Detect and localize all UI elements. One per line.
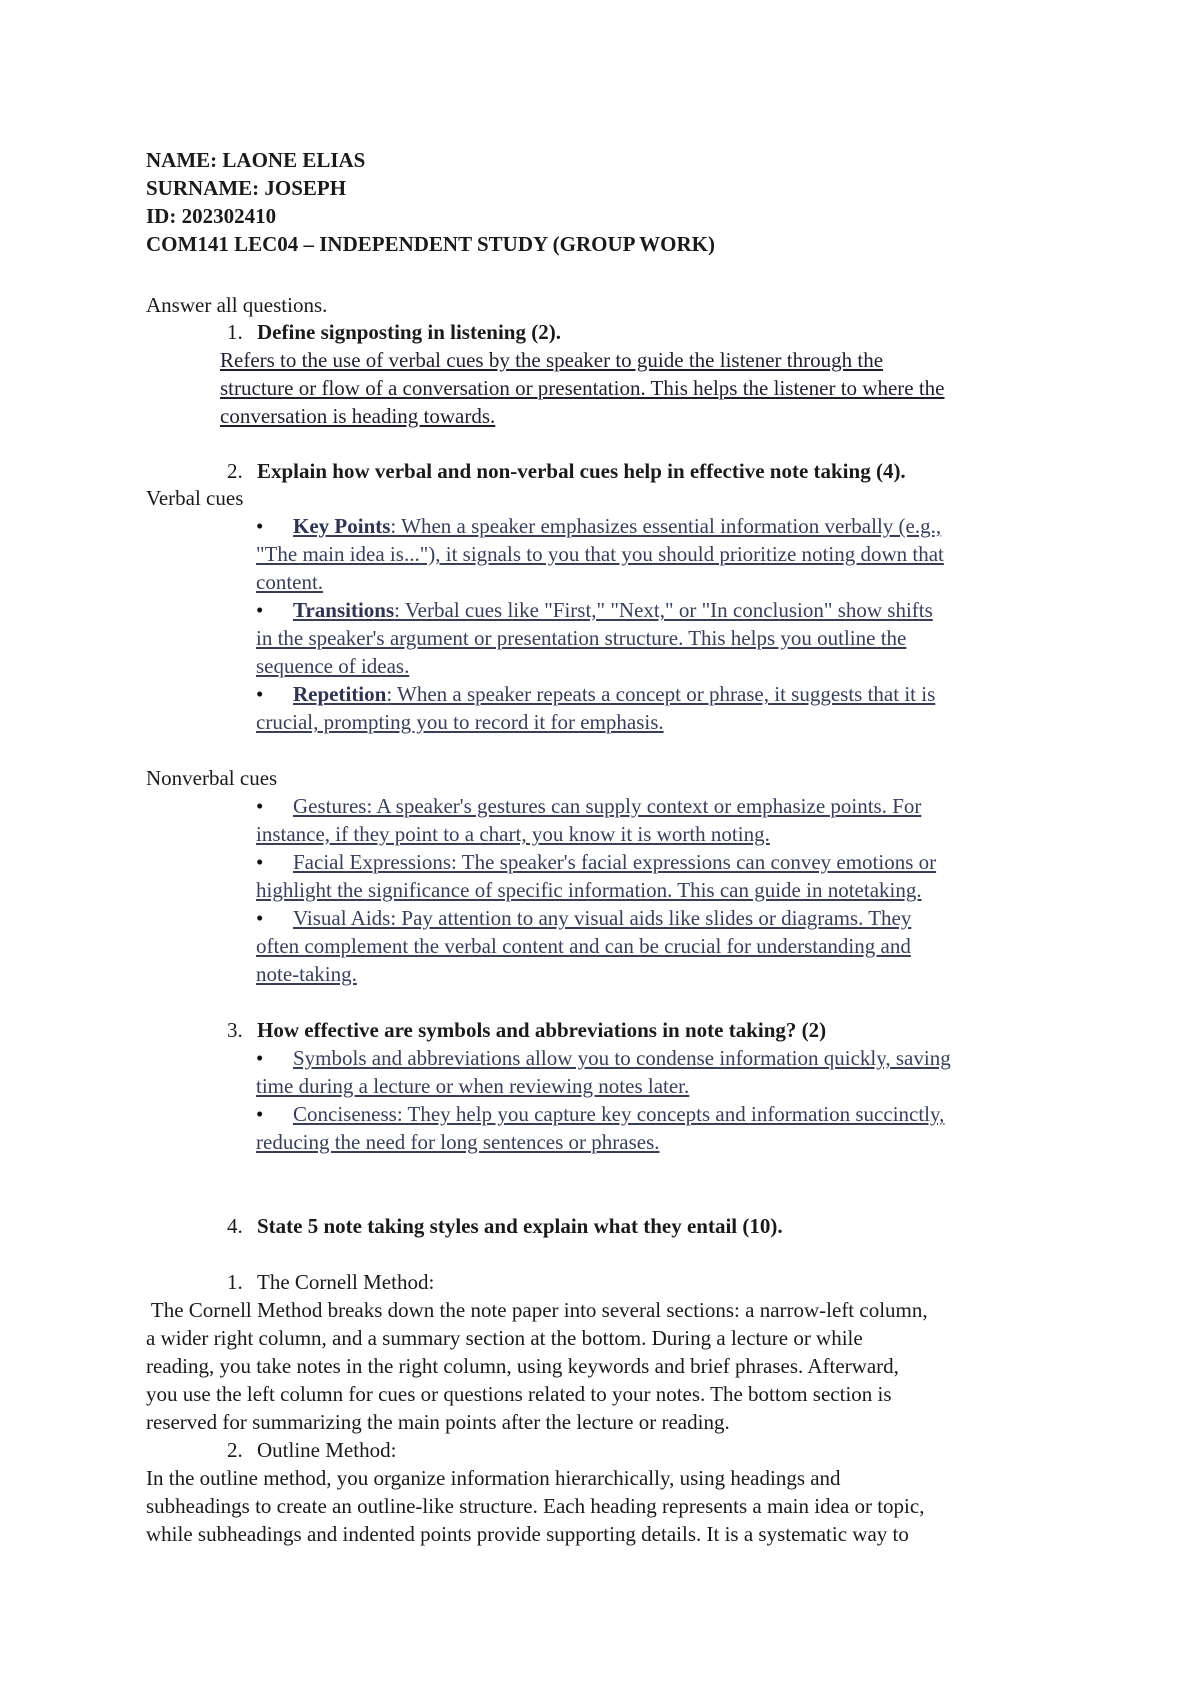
list-item-term: Transitions: [293, 598, 395, 622]
answer-1: [220, 346, 1100, 430]
nonverbal-cues-list: [256, 792, 1076, 988]
list-item: [256, 512, 1076, 596]
style-2-number: 2.: [227, 1438, 243, 1462]
bullet-icon: •: [256, 794, 264, 818]
list-item-term: Key Points: [293, 514, 391, 538]
nonverbal-cues-label: Nonverbal cues: [146, 766, 278, 790]
paragraph-line: while subheadings and indented points provide supporting details. It is a systematic way to: [146, 1522, 909, 1546]
course-title: COM141 LEC04 – INDEPENDENT STUDY (GROUP WORK): [146, 232, 715, 256]
verbal-cues-label: Verbal cues: [146, 486, 244, 510]
style-2-description: [146, 1464, 1106, 1548]
list-item-text: Visual Aids: Pay attention to any visual aids like slides or diagrams. They: [293, 906, 912, 930]
list-item-text: Gestures: A speaker's gestures can supply context or emphasize points. For: [293, 794, 922, 818]
list-item: [256, 1044, 1076, 1100]
list-item-text: : When a speaker emphasizes essential information verbally (e.g.,: [390, 514, 942, 538]
style-1-title: The Cornell Method:: [257, 1270, 435, 1294]
question-4-number: 4.: [227, 1214, 243, 1238]
paragraph-line: reserved for summarizing the main points after the lecture or reading.: [146, 1410, 730, 1434]
list-item: [256, 904, 1076, 988]
symbols-list: [256, 1044, 1076, 1156]
list-item-text: Symbols and abbreviations allow you to condense information quickly, saving: [293, 1046, 951, 1070]
paragraph-line: a wider right column, and a summary section at the bottom. During a lecture or while: [146, 1326, 863, 1350]
bullet-icon: •: [256, 1046, 264, 1070]
list-item-text: : Verbal cues like "First," "Next," or "In conclusion" show shifts: [394, 598, 933, 622]
style-1-description: [146, 1296, 1106, 1436]
list-item-text: content.: [256, 570, 324, 594]
question-4-text: State 5 note taking styles and explain what they entail (10).: [257, 1214, 783, 1238]
list-item-text: note-taking.: [256, 962, 357, 986]
style-2-heading: [227, 1436, 397, 1464]
student-id: ID: 202302410: [146, 204, 277, 228]
question-1: [227, 318, 561, 346]
question-3: [227, 1016, 827, 1044]
list-item-text: "The main idea is..."), it signals to you that you should prioritize noting down that: [256, 542, 944, 566]
question-3-number: 3.: [227, 1018, 243, 1042]
list-item-text: sequence of ideas.: [256, 654, 410, 678]
question-3-text: How effective are symbols and abbreviations in note taking? (2): [257, 1018, 827, 1042]
list-item-text: crucial, prompting you to record it for emphasis.: [256, 710, 664, 734]
bullet-icon: •: [256, 906, 264, 930]
question-2: [227, 457, 906, 485]
paragraph-line: In the outline method, you organize information hierarchically, using headings and: [146, 1466, 841, 1490]
style-1-number: 1.: [227, 1270, 243, 1294]
list-item-text: time during a lecture or when reviewing notes later.: [256, 1074, 690, 1098]
bullet-icon: •: [256, 850, 264, 874]
list-item-text: often complement the verbal content and can be crucial for understanding and: [256, 934, 911, 958]
list-item: [256, 848, 1076, 904]
list-item: [256, 1100, 1076, 1156]
question-4: [227, 1212, 783, 1240]
paragraph-line: reading, you take notes in the right column, using keywords and brief phrases. Afterward,: [146, 1354, 899, 1378]
question-2-number: 2.: [227, 459, 243, 483]
bullet-icon: •: [256, 514, 264, 538]
answer-1-line: Refers to the use of verbal cues by the speaker to guide the listener through the: [220, 348, 884, 372]
style-2-title: Outline Method:: [257, 1438, 397, 1462]
list-item-text: reducing the need for long sentences or phrases.: [256, 1130, 660, 1154]
bullet-icon: •: [256, 1102, 264, 1126]
bullet-icon: •: [256, 682, 264, 706]
list-item: [256, 596, 1076, 680]
list-item-term: Repetition: [293, 682, 387, 706]
list-item: [256, 680, 1076, 736]
list-item-text: Facial Expressions: The speaker's facial expressions can convey emotions or: [293, 850, 937, 874]
answer-1-line: structure or flow of a conversation or presentation. This helps the listener to where the: [220, 376, 945, 400]
answer-1-line: conversation is heading towards.: [220, 404, 496, 428]
list-item-text: highlight the significance of specific information. This can guide in notetaking.: [256, 878, 922, 902]
student-name: NAME: LAONE ELIAS: [146, 148, 366, 172]
instructions: Answer all questions.: [146, 293, 328, 317]
header-block: [146, 146, 1086, 258]
student-surname: SURNAME: JOSEPH: [146, 176, 347, 200]
style-1-heading: [227, 1268, 435, 1296]
verbal-cues-list: [256, 512, 1076, 736]
bullet-icon: •: [256, 598, 264, 622]
question-2-text: Explain how verbal and non-verbal cues help in effective note taking (4).: [257, 459, 906, 483]
question-1-text: Define signposting in listening (2).: [257, 320, 561, 344]
list-item: [256, 792, 1076, 848]
list-item-text: instance, if they point to a chart, you know it is worth noting.: [256, 822, 770, 846]
list-item-text: in the speaker's argument or presentation structure. This helps you outline the: [256, 626, 907, 650]
paragraph-line: The Cornell Method breaks down the note paper into several sections: a narrow-left column,: [146, 1298, 928, 1322]
question-1-number: 1.: [227, 320, 243, 344]
paragraph-line: you use the left column for cues or questions related to your notes. The bottom section is: [146, 1382, 892, 1406]
paragraph-line: subheadings to create an outline-like structure. Each heading represents a main idea or topic,: [146, 1494, 925, 1518]
list-item-text: Conciseness: They help you capture key concepts and information succinctly,: [293, 1102, 945, 1126]
list-item-text: : When a speaker repeats a concept or phrase, it suggests that it is: [386, 682, 936, 706]
